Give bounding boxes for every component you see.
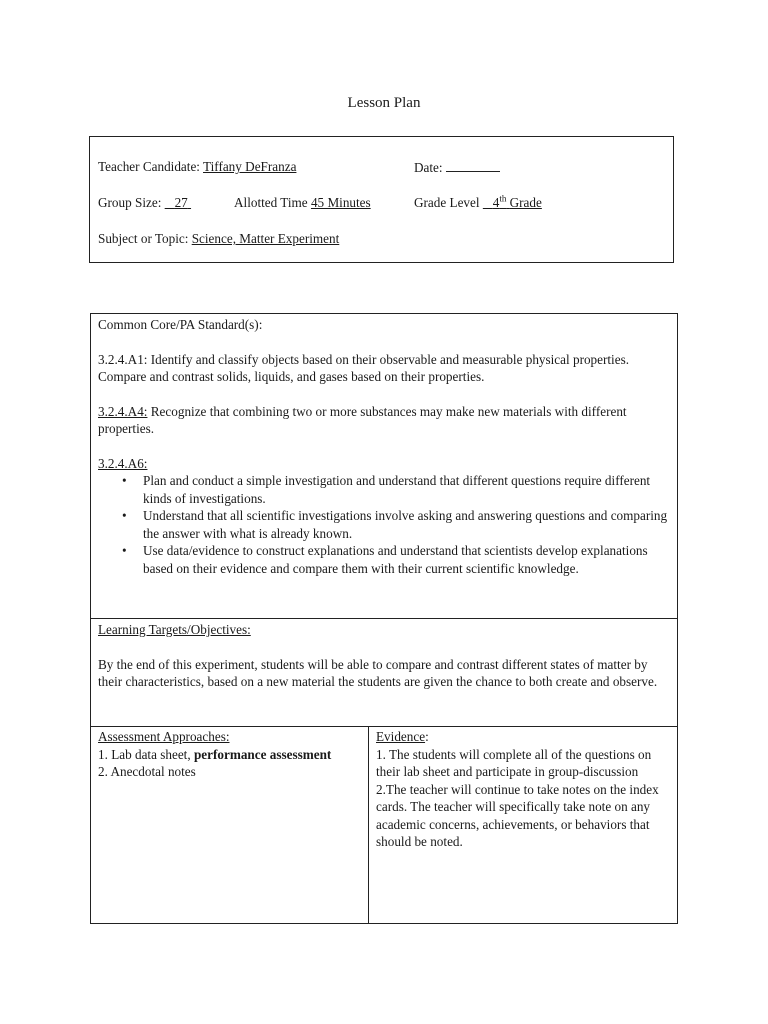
date-row (414, 158, 500, 177)
assessment-item-2: 2. Anecdotal notes (98, 764, 196, 779)
standard-a1: 3.2.4.A1: Identify and classify objects based on their observable and measurable physical properties. Compare and contrast solids, liquids, and gases based on their properties. (98, 351, 630, 384)
teacher-candidate-row (98, 158, 296, 176)
standards-cell (91, 314, 678, 619)
list-item: • Understand that all scientific investigations involve asking and answering questions and comparing the answer with what is already known. (143, 507, 671, 542)
allotted-time-value: 45 Minutes (310, 195, 371, 210)
standard-a4: 3.2.4.A4: Recognize that combining two or more substances may make new materials with different properties. (98, 403, 627, 436)
standard-a6-list (98, 472, 671, 577)
grade-level-row (414, 194, 542, 212)
objectives-cell (91, 619, 678, 727)
group-size-value: 27 (174, 195, 188, 210)
subject-value: Science, Matter Experiment (191, 231, 340, 246)
page-title: Lesson Plan (347, 95, 421, 111)
teacher-candidate-label: Teacher Candidate: (98, 159, 200, 174)
date-label: Date: (414, 160, 443, 175)
assessment-cell (91, 727, 369, 924)
list-item: • Plan and conduct a simple investigation and understand that different questions require different kinds of investigations. (143, 472, 671, 507)
evidence-item-1: 1. The students will complete all of the questions on their lab sheet and participate in group-discussion (376, 746, 652, 779)
evidence-heading: Evidence: (376, 729, 429, 744)
allotted-time-row (234, 194, 371, 212)
date-blank-line (446, 158, 500, 172)
subject-label: Subject or Topic: (98, 231, 189, 246)
teacher-candidate-value: Tiffany DeFranza (203, 159, 297, 174)
subject-row (98, 230, 339, 248)
assessment-heading: Assessment Approaches: (98, 729, 230, 744)
grade-level-label: Grade Level (414, 195, 480, 210)
standard-a6-code: 3.2.4.A6: (98, 455, 148, 471)
evidence-cell (369, 727, 678, 924)
lesson-plan-table (90, 313, 678, 924)
evidence-item-2: 2.The teacher will continue to take notes on the index cards. The teacher will specifically take note on any academic concerns, achievements, or behaviors that should be noted. (376, 781, 659, 849)
group-size-row (98, 194, 191, 212)
group-size-label: Group Size: (98, 195, 162, 210)
grade-level-value: 4th Grade (492, 193, 542, 210)
allotted-time-label: Allotted Time (234, 195, 308, 210)
objectives-text: By the end of this experiment, students will be able to compare and contrast different states of matter by their characteristics, based on a new material the students are given the chance to both create and observe. (98, 656, 658, 689)
list-item: • Use data/evidence to construct explanations and understand that scientists develop explanations based on their evidence and compare them with their current scientific knowledge. (143, 542, 671, 577)
header-info-box (89, 136, 674, 263)
objectives-heading: Learning Targets/Objectives: (98, 622, 251, 637)
standards-heading: Common Core/PA Standard(s): (98, 317, 263, 332)
assessment-item-1: 1. Lab data sheet, performance assessment (98, 746, 332, 762)
